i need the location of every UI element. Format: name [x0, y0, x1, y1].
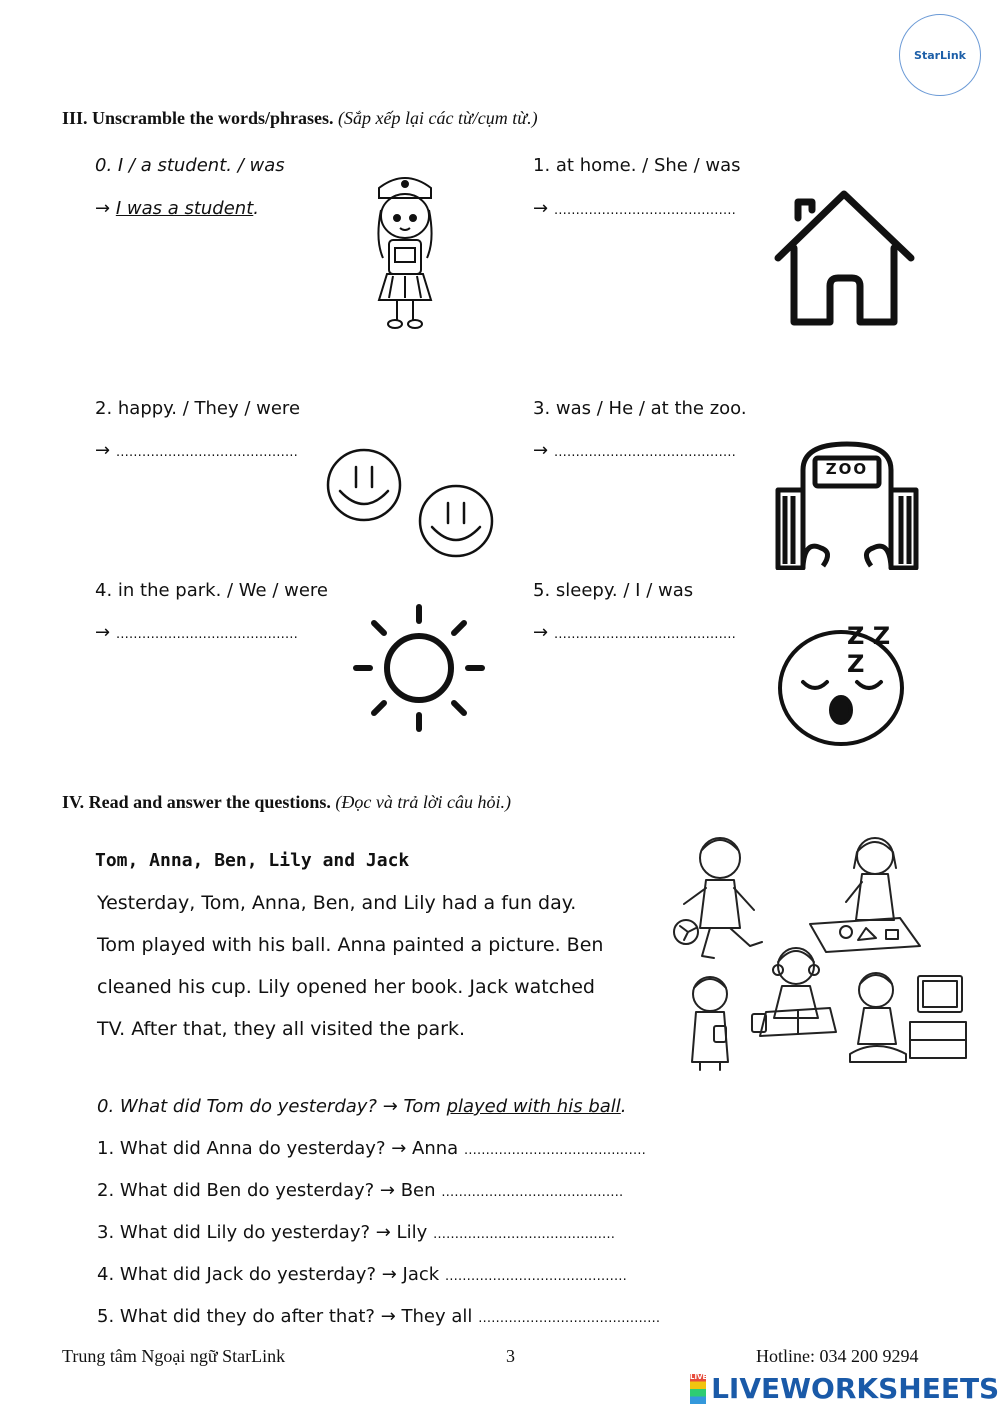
sun-icon: [352, 603, 486, 733]
arrow-icon: →: [95, 440, 111, 461]
question-5-blank[interactable]: ……………………………………: [478, 1311, 661, 1326]
question-1: [97, 1138, 646, 1159]
liveworksheets-badge-text: LIVE: [690, 1374, 706, 1404]
question-2: [97, 1180, 623, 1201]
question-3: [97, 1222, 615, 1243]
passage-line-2: Tom played with his ball. Anna painted a picture. Ben: [97, 934, 604, 956]
section-3-heading: III. Unscramble the words/phrases.: [62, 108, 334, 128]
question-0: [97, 1096, 627, 1117]
arrow-icon: →: [533, 440, 549, 461]
smiley-faces-icon: [322, 445, 502, 560]
item-3-answer-line[interactable]: [533, 440, 736, 461]
item-0-answer: I was a student: [115, 198, 254, 219]
question-5-text: 5. What did they do after that? → They all: [97, 1306, 479, 1327]
item-1-prompt: 1. at home. / She / was: [533, 155, 741, 176]
item-5-answer-line[interactable]: [533, 622, 736, 643]
item-2-blank[interactable]: ……………………………………: [115, 445, 298, 460]
question-4-text: 4. What did Jack do yesterday? → Jack: [97, 1264, 445, 1285]
question-0-suffix: .: [620, 1096, 627, 1117]
house-icon: [772, 188, 917, 328]
liveworksheets-brand: [690, 1372, 999, 1405]
item-4-prompt: 4. in the park. / We / were: [95, 580, 328, 601]
item-1-answer-line[interactable]: [533, 198, 736, 219]
question-1-text: 1. What did Anna do yesterday? → Anna: [97, 1138, 464, 1159]
kids-activities-illustration: [670, 828, 970, 1073]
arrow-icon: →: [95, 198, 111, 219]
item-4-blank[interactable]: ……………………………………: [115, 627, 298, 642]
girl-student-image: [365, 170, 445, 332]
question-4-blank[interactable]: ……………………………………: [444, 1269, 627, 1284]
question-5: [97, 1306, 660, 1327]
zoo-sign-text: ZOO: [825, 460, 869, 478]
question-3-text: 3. What did Lily do yesterday? → Lily: [97, 1222, 433, 1243]
section-4-title: [62, 792, 511, 813]
item-1-blank[interactable]: ……………………………………: [553, 203, 736, 218]
section-4-heading: IV. Read and answer the questions.: [62, 792, 331, 812]
passage-line-1: Yesterday, Tom, Anna, Ben, and Lily had a fun day.: [97, 892, 577, 914]
arrow-icon: →: [533, 622, 549, 643]
question-4: [97, 1264, 627, 1285]
item-2-prompt: 2. happy. / They / were: [95, 398, 301, 419]
arrow-icon: →: [533, 198, 549, 219]
item-0-answer-line: [95, 198, 259, 219]
item-3-blank[interactable]: ……………………………………: [553, 445, 736, 460]
item-0-prompt: 0. I / a student. / was: [95, 155, 285, 176]
question-3-blank[interactable]: ……………………………………: [432, 1227, 615, 1242]
footer-hotline: Hotline: 034 200 9294: [756, 1346, 919, 1366]
question-1-blank[interactable]: ……………………………………: [463, 1143, 646, 1158]
question-0-text: 0. What did Tom do yesterday? → Tom: [97, 1096, 447, 1117]
item-2-answer-line[interactable]: [95, 440, 298, 461]
question-2-text: 2. What did Ben do yesterday? → Ben: [97, 1180, 442, 1201]
question-2-blank[interactable]: ……………………………………: [441, 1185, 624, 1200]
item-3-prompt: 3. was / He / at the zoo.: [533, 398, 747, 419]
passage-line-4: TV. After that, they all visited the park.: [97, 1018, 465, 1040]
arrow-icon: →: [95, 622, 111, 643]
item-4-answer-line[interactable]: [95, 622, 298, 643]
zzz-text: Z Z Z: [847, 622, 891, 678]
starlink-logo-text: StarLink: [914, 48, 966, 62]
question-0-answer: played with his ball: [446, 1096, 621, 1117]
passage-line-3: cleaned his cup. Lily opened her book. Jack watched: [97, 976, 595, 998]
item-5-prompt: 5. sleepy. / I / was: [533, 580, 694, 601]
section-3-title: [62, 108, 538, 129]
zoo-gate-icon: [775, 440, 920, 570]
passage-title: Tom, Anna, Ben, Lily and Jack: [95, 850, 410, 871]
section-4-subtitle: (Đọc và trả lời câu hỏi.): [335, 792, 511, 812]
footer-center-name: Trung tâm Ngoại ngữ StarLink: [62, 1346, 286, 1366]
liveworksheets-wordmark: LIVEWORKSHEETS: [711, 1372, 1000, 1405]
item-0-answer-suffix: .: [253, 198, 260, 219]
section-3-subtitle: (Sắp xếp lại các từ/cụm từ.): [338, 108, 538, 128]
starlink-logo: [899, 14, 981, 96]
liveworksheets-badge-icon: [690, 1374, 706, 1404]
sleepy-face-icon: [775, 622, 915, 747]
footer-page-number: 3: [506, 1346, 515, 1366]
item-5-blank[interactable]: ……………………………………: [553, 627, 736, 642]
